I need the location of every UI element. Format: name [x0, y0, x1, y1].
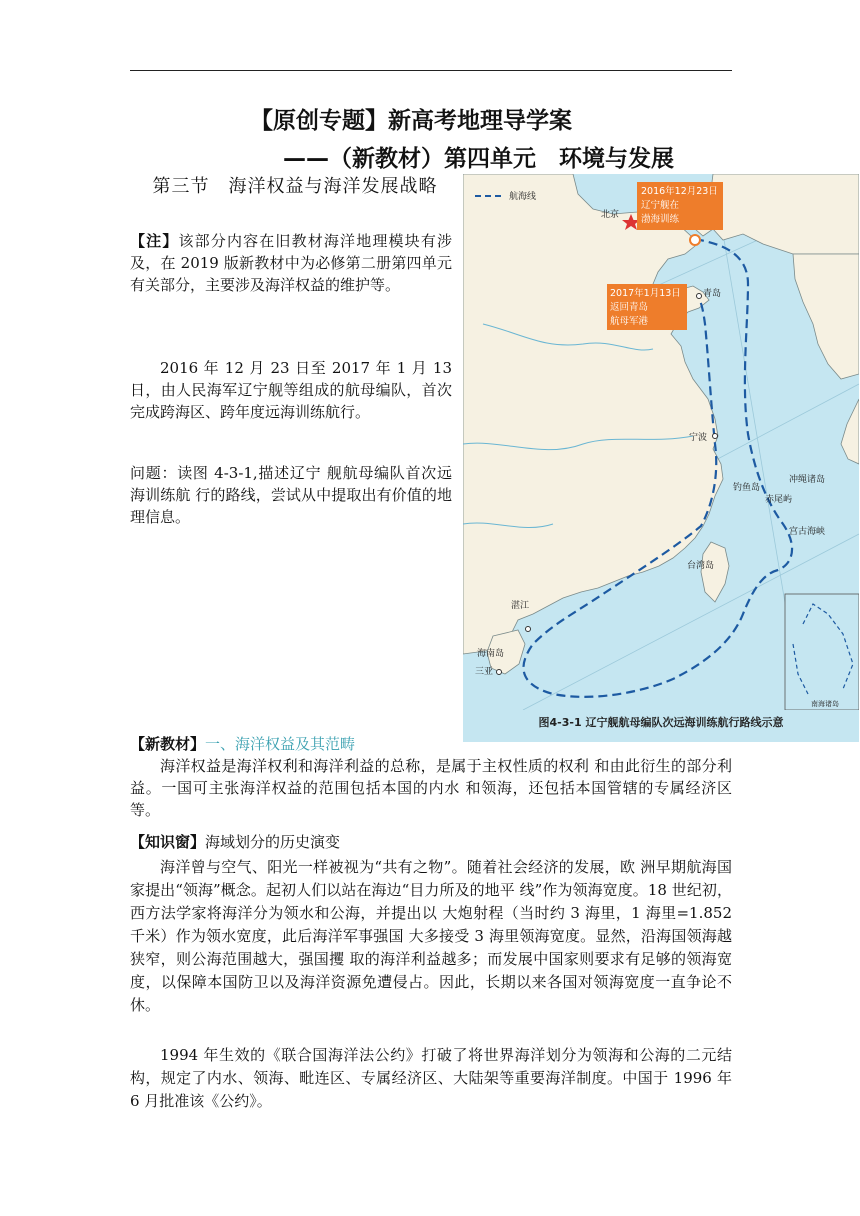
intro-paragraph: 2016 年 12 月 23 日至 2017 年 1 月 13 日，由人民海军辽宁舰等组成的航母编队，首次完成跨海区、跨年度远海训练航行。 [130, 359, 452, 421]
label-miyako: 宫古海峡 [789, 527, 826, 537]
callout2-line2: 航母军港 [610, 316, 649, 327]
label-okinawa: 冲绳诸岛 [789, 475, 826, 485]
section-title: 第三节 海洋权益与海洋发展战略 [152, 176, 438, 197]
section3-heading [130, 831, 732, 853]
label-diaoyu: 钓鱼岛 [733, 483, 761, 493]
header-rule [130, 70, 732, 71]
section2-label: 【新教材】 [130, 735, 206, 753]
label-sanya: 三亚 [475, 667, 494, 677]
south-sea-inset [785, 594, 859, 710]
note-label: 【注】 [130, 232, 179, 250]
label-ningbo: 宁波 [689, 433, 708, 443]
legend-label: 航海线 [509, 192, 537, 202]
question-label: 问题： [130, 464, 178, 482]
sanya-marker [497, 670, 502, 675]
qingdao-marker [697, 294, 702, 299]
section3-paragraph1: 海洋曾与空气、阳光一样被视为“共有之物”。随着社会经济的发展，欧 洲早期航海国家提出“领海”概念。起初人们以站在海边“目力所及的地平 线”作为领海宽度。18 世纪初，西方法学家将海洋分为领水和公海，并提出以 大炮射程（当时约 3 海里，1 海里=1.852 千米）作为领水宽度，此后海洋军事强国 大多接受 3 海里领海宽度。显然，沿海国领海越狭窄，则公海范围越大，强国攫 取的海洋利益越多；而发展中国家则要求有足够的领海宽度，以保障本国防卫以及海洋资源免遭侵占。因此，长期以来各国对领海宽度一直争论不休。 [130, 858, 732, 1014]
question-paragraph [130, 462, 452, 528]
section2-heading [130, 733, 732, 755]
bohai-start-marker [690, 235, 700, 245]
route-map [463, 174, 859, 710]
section2-title: 一、海洋权益及其范畴 [205, 735, 356, 753]
section3-title: 海域划分的历史演变 [205, 833, 341, 851]
section2-text: 海洋权益是海洋权利和海洋利益的总称，是属于主权性质的权利 和由此衍生的部分利益。一国可主张海洋权益的范围包括本国的内水 和领海，还包括本国管辖的专属经济区等。 [130, 757, 732, 819]
map-caption: 图4-3-1 辽宁舰航母编队次远海训练航行路线示意 [538, 716, 784, 729]
note-paragraph [130, 230, 452, 296]
label-zhanjiang: 湛江 [511, 601, 530, 611]
section3-label: 【知识窗】 [130, 833, 206, 851]
label-chiwei: 赤尾屿 [765, 495, 793, 505]
callout2-line1: 返回青岛 [610, 302, 649, 313]
zhanjiang-marker [526, 627, 531, 632]
callout1-line2: 渤海训练 [641, 214, 680, 225]
callout1-date: 2016年12月23日 [641, 186, 718, 197]
page-subtitle: ——（新教材）第四单元 环境与发展 [283, 146, 674, 172]
note-text: 该部分内容在旧教材海洋地理模块有涉及，在 2019 版新教材中为必修第二册第四单元有关部分，主要涉及海洋权益的维护等。 [130, 232, 452, 294]
label-beijing: 北京 [601, 210, 620, 220]
section3-paragraph2: 1994 年生效的《联合国海洋法公约》打破了将世界海洋划分为领海和公海的二元结构，规定了内水、领海、毗连区、专属经济区、大陆架等重要海洋制度。中国于 1996 年 6 月批准该《公约》。 [130, 1046, 732, 1110]
label-taiwan: 台湾岛 [687, 561, 715, 571]
page-title: 【原创专题】新高考地理导学案 [250, 108, 572, 134]
label-hainan: 海南岛 [477, 649, 505, 659]
callout2-date: 2017年1月13日 [610, 288, 681, 299]
route-map-figure [463, 174, 859, 742]
label-nanhai: 南海诸岛 [811, 700, 839, 708]
question-text: 读图 4-3-1,描述辽宁 舰航母编队首次远海训练航 行的路线，尝试从中提取出有价值的地理信息。 [130, 464, 452, 526]
ningbo-marker [713, 434, 718, 439]
label-qingdao: 青岛 [703, 289, 722, 299]
callout1-line1: 辽宁舰在 [641, 200, 680, 211]
